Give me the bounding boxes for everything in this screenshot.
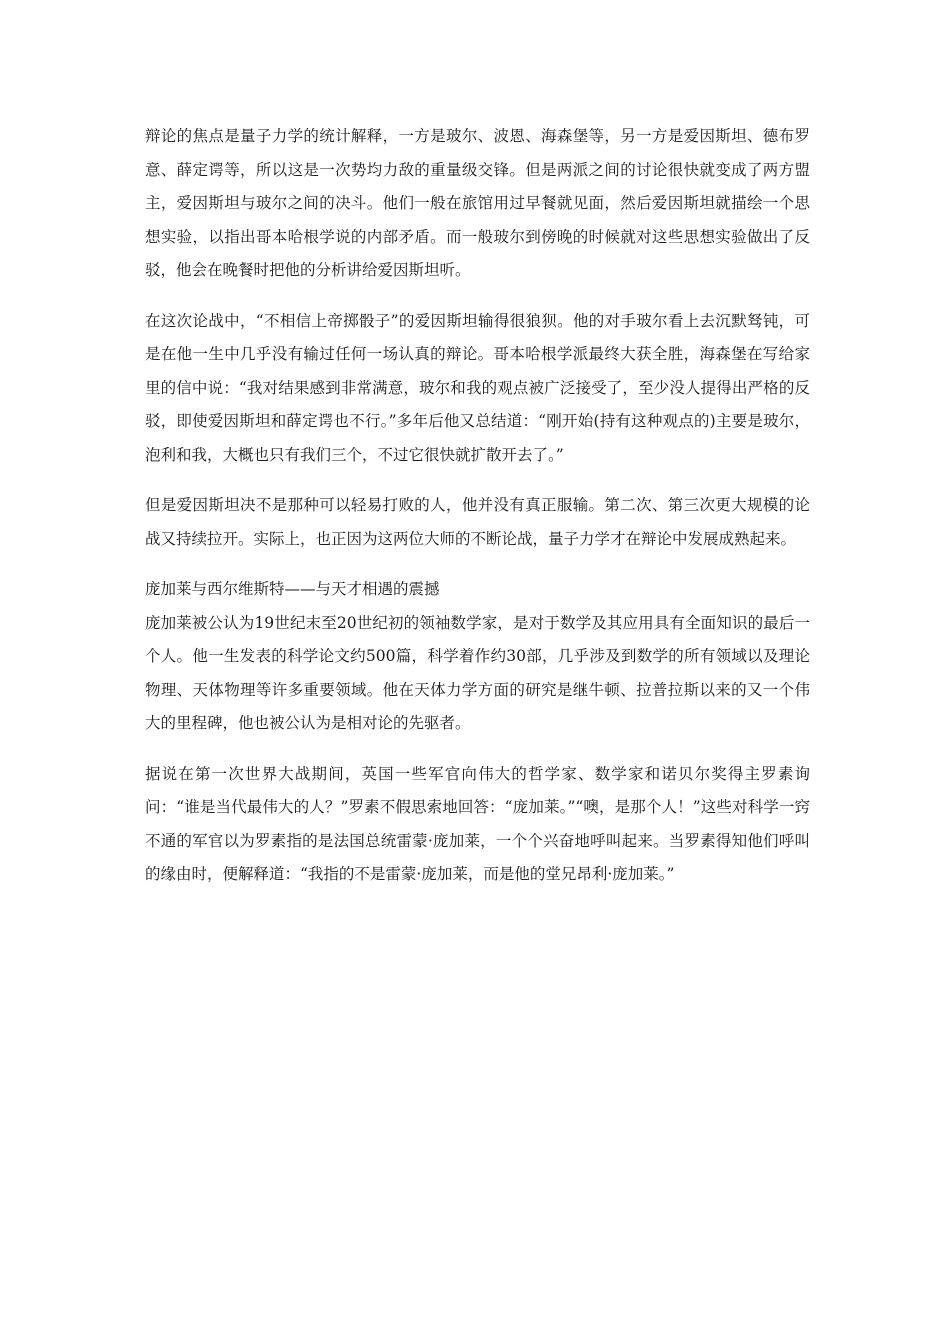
paragraph-russell-anecdote: 据说在第一次世界大战期间，英国一些军官向伟大的哲学家、数学家和诺贝尔奖得主罗素询问：“谁是当代最伟大的人？”罗素不假思索地回答：“庞加莱。”“噢，是那个人！”这些对科学一窍不通的军官以为罗素指的是法国总统雷蒙·庞加莱，一个个兴奋地呼叫起来。当罗素得知他们呼叫的缘由时，便解释道：“我指的不是雷蒙·庞加莱，而是他的堂兄昂利·庞加莱。” xyxy=(145,764,810,883)
section-heading: 庞加莱与西尔维斯特——与天才相遇的震撼 xyxy=(145,580,440,598)
paragraph-continued-debate: 但是爱因斯坦决不是那种可以轻易打败的人，他并没有真正服输。第二次、第三次更大规模的论战又持续拉开。实际上，也正因为这两位大师的不断论战，量子力学才在辩论中发展成熟起来。 xyxy=(145,496,810,548)
paragraph-debate-focus: 辩论的焦点是量子力学的统计解释，一方是玻尔、波恩、海森堡等，另一方是爱因斯坦、德布罗意、薛定谔等，所以这是一次势均力敌的重量级交锋。但是两派之间的讨论很快就变成了两方盟主，爱因斯坦与玻尔之间的决斗。他们一般在旅馆用过早餐就见面，然后爱因斯坦就描绘一个思想实验，以指出哥本哈根学说的内部矛盾。而一般玻尔到傍晚的时候就对这些思想实验做出了反驳，他会在晚餐时把他的分析讲给爱因斯坦听。 xyxy=(145,127,810,279)
document-body xyxy=(145,120,810,909)
paragraph-poincare-intro: 庞加莱被公认为19世纪末至20世纪初的领袖数学家，是对于数学及其应用具有全面知识的最后一个人。他一生发表的科学论文约500篇，科学着作约30部，几乎涉及到数学的所有领域以及理论物理、天体物理等许多重要领域。他在天体力学方面的研究是继牛顿、拉普拉斯以来的又一个伟大的里程碑，他也被公认为是相对论的先驱者。 xyxy=(145,613,810,732)
paragraph-debate-outcome: 在这次论战中，“不相信上帝掷骰子”的爱因斯坦输得很狼狈。他的对手玻尔看上去沉默驽钝，可是在他一生中几乎没有输过任何一场认真的辩论。哥本哈根学派最终大获全胜，海森堡在写给家里的信中说：“我对结果感到非常满意，玻尔和我的观点被广泛接受了，至少没人提得出严格的反驳，即使爱因斯坦和薛定谔也不行。”多年后他又总结道：“刚开始(持有这种观点的)主要是玻尔，泡利和我，大概也只有我们三个，不过它很快就扩散开去了。” xyxy=(145,311,810,464)
